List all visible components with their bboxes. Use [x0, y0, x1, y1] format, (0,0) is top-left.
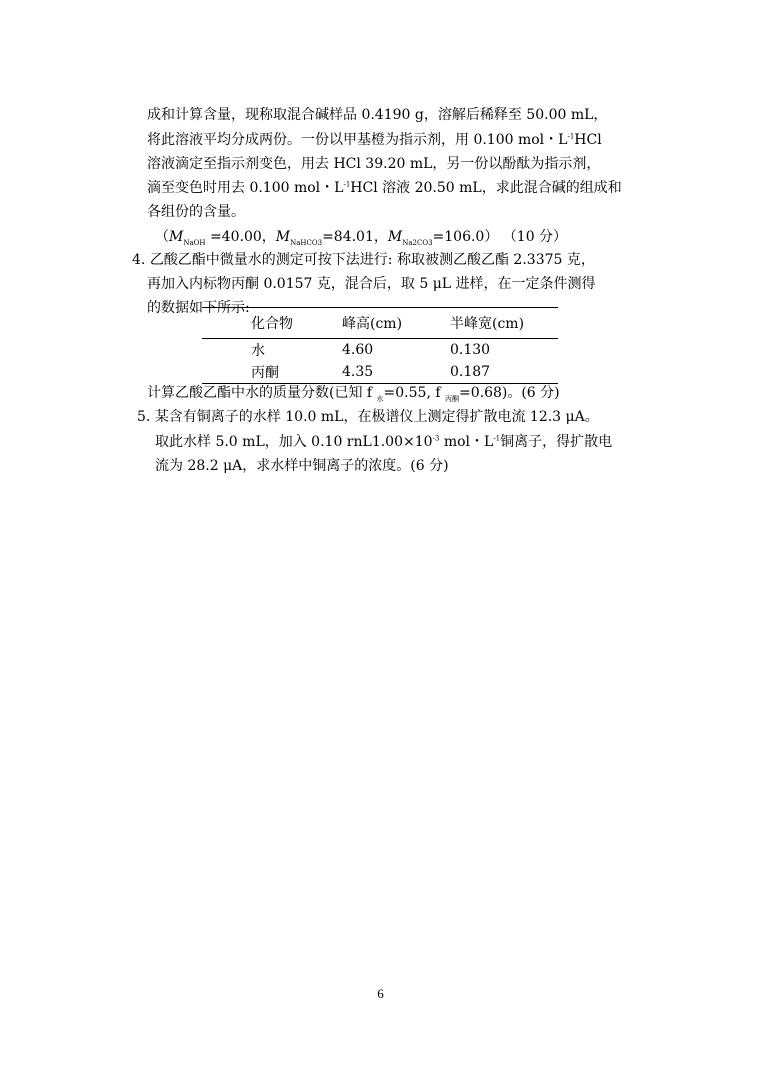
text-line: 将此溶液平均分成两份。一份以甲基橙为指示剂，用 0.100 mol・$L^{-1}HCl$: [147, 132, 602, 148]
table-header-row: [202, 308, 558, 339]
problem-4-line: 4. 乙酸乙酯中微量水的测定可按下法进行: 称取被测乙酸乙酯 2.3375 克，: [132, 252, 595, 268]
text-line: 取此水样 5.0 mL，加入 0.10 $rnL1.00\times 10^{-3}$ mol・$L^{-1}$铜离子，得扩散电: [155, 434, 613, 450]
table-cell: 0.187: [450, 361, 558, 384]
problem-5-line: 5. 某含有铜离子的水样 10.0 mL，在极谱仪上测定得扩散电流 12.3 μA。: [137, 409, 599, 425]
text-line: 成和计算含量，现称取混合碱样品 0.4190 g，溶解后稀释至 50.00 mL，: [147, 107, 608, 123]
text-line: 滴至变色时用去 0.100 mol・$L^{-1}HCl$ 溶液 20.50 mL，求此混合碱的组成和: [147, 180, 622, 196]
table-row: [202, 339, 558, 362]
page-number: 6: [377, 986, 384, 1001]
text-line: 再加入内标物丙酮 0.0157 克，混合后，取 5 μL 进样，在一定条件测得: [147, 276, 596, 292]
text-line: 流为 28.2 μA，求水样中铜离子的浓度。(6 分): [155, 458, 449, 474]
table-cell: 0.130: [450, 342, 491, 358]
table-cell: 丙酮: [202, 361, 342, 384]
text-line: 的数据如下所示:: [147, 300, 250, 316]
compound-data-table: [202, 307, 558, 384]
table-cell: 4.35: [342, 361, 450, 384]
text-line: 溶液滴定至指示剂变色，用去 HCl 39.20 mL，另一份以酚酞为指示剂，: [147, 156, 601, 172]
table-header-cell: 峰高(cm): [342, 308, 450, 339]
molar-mass-line: （$M_{NaOH} =40.00$，$M_{NaHCO3}=84.01$，$M_{Na2CO3}=106.0$） （10 分）: [155, 229, 568, 247]
table-cell: 水: [251, 343, 265, 359]
text-line: 各组份的含量。: [147, 204, 245, 220]
table-row: [202, 361, 558, 384]
table-header-cell: 化合物: [202, 308, 342, 339]
problem-4-question: 计算乙酸乙酯中水的质量分数(已知 f $_水$=0.55, f $_{丙酮}$=0.68)。(6 分): [147, 385, 560, 403]
table-header-cell: 半峰宽(cm): [450, 308, 558, 339]
table-cell: 4.60: [342, 342, 374, 358]
